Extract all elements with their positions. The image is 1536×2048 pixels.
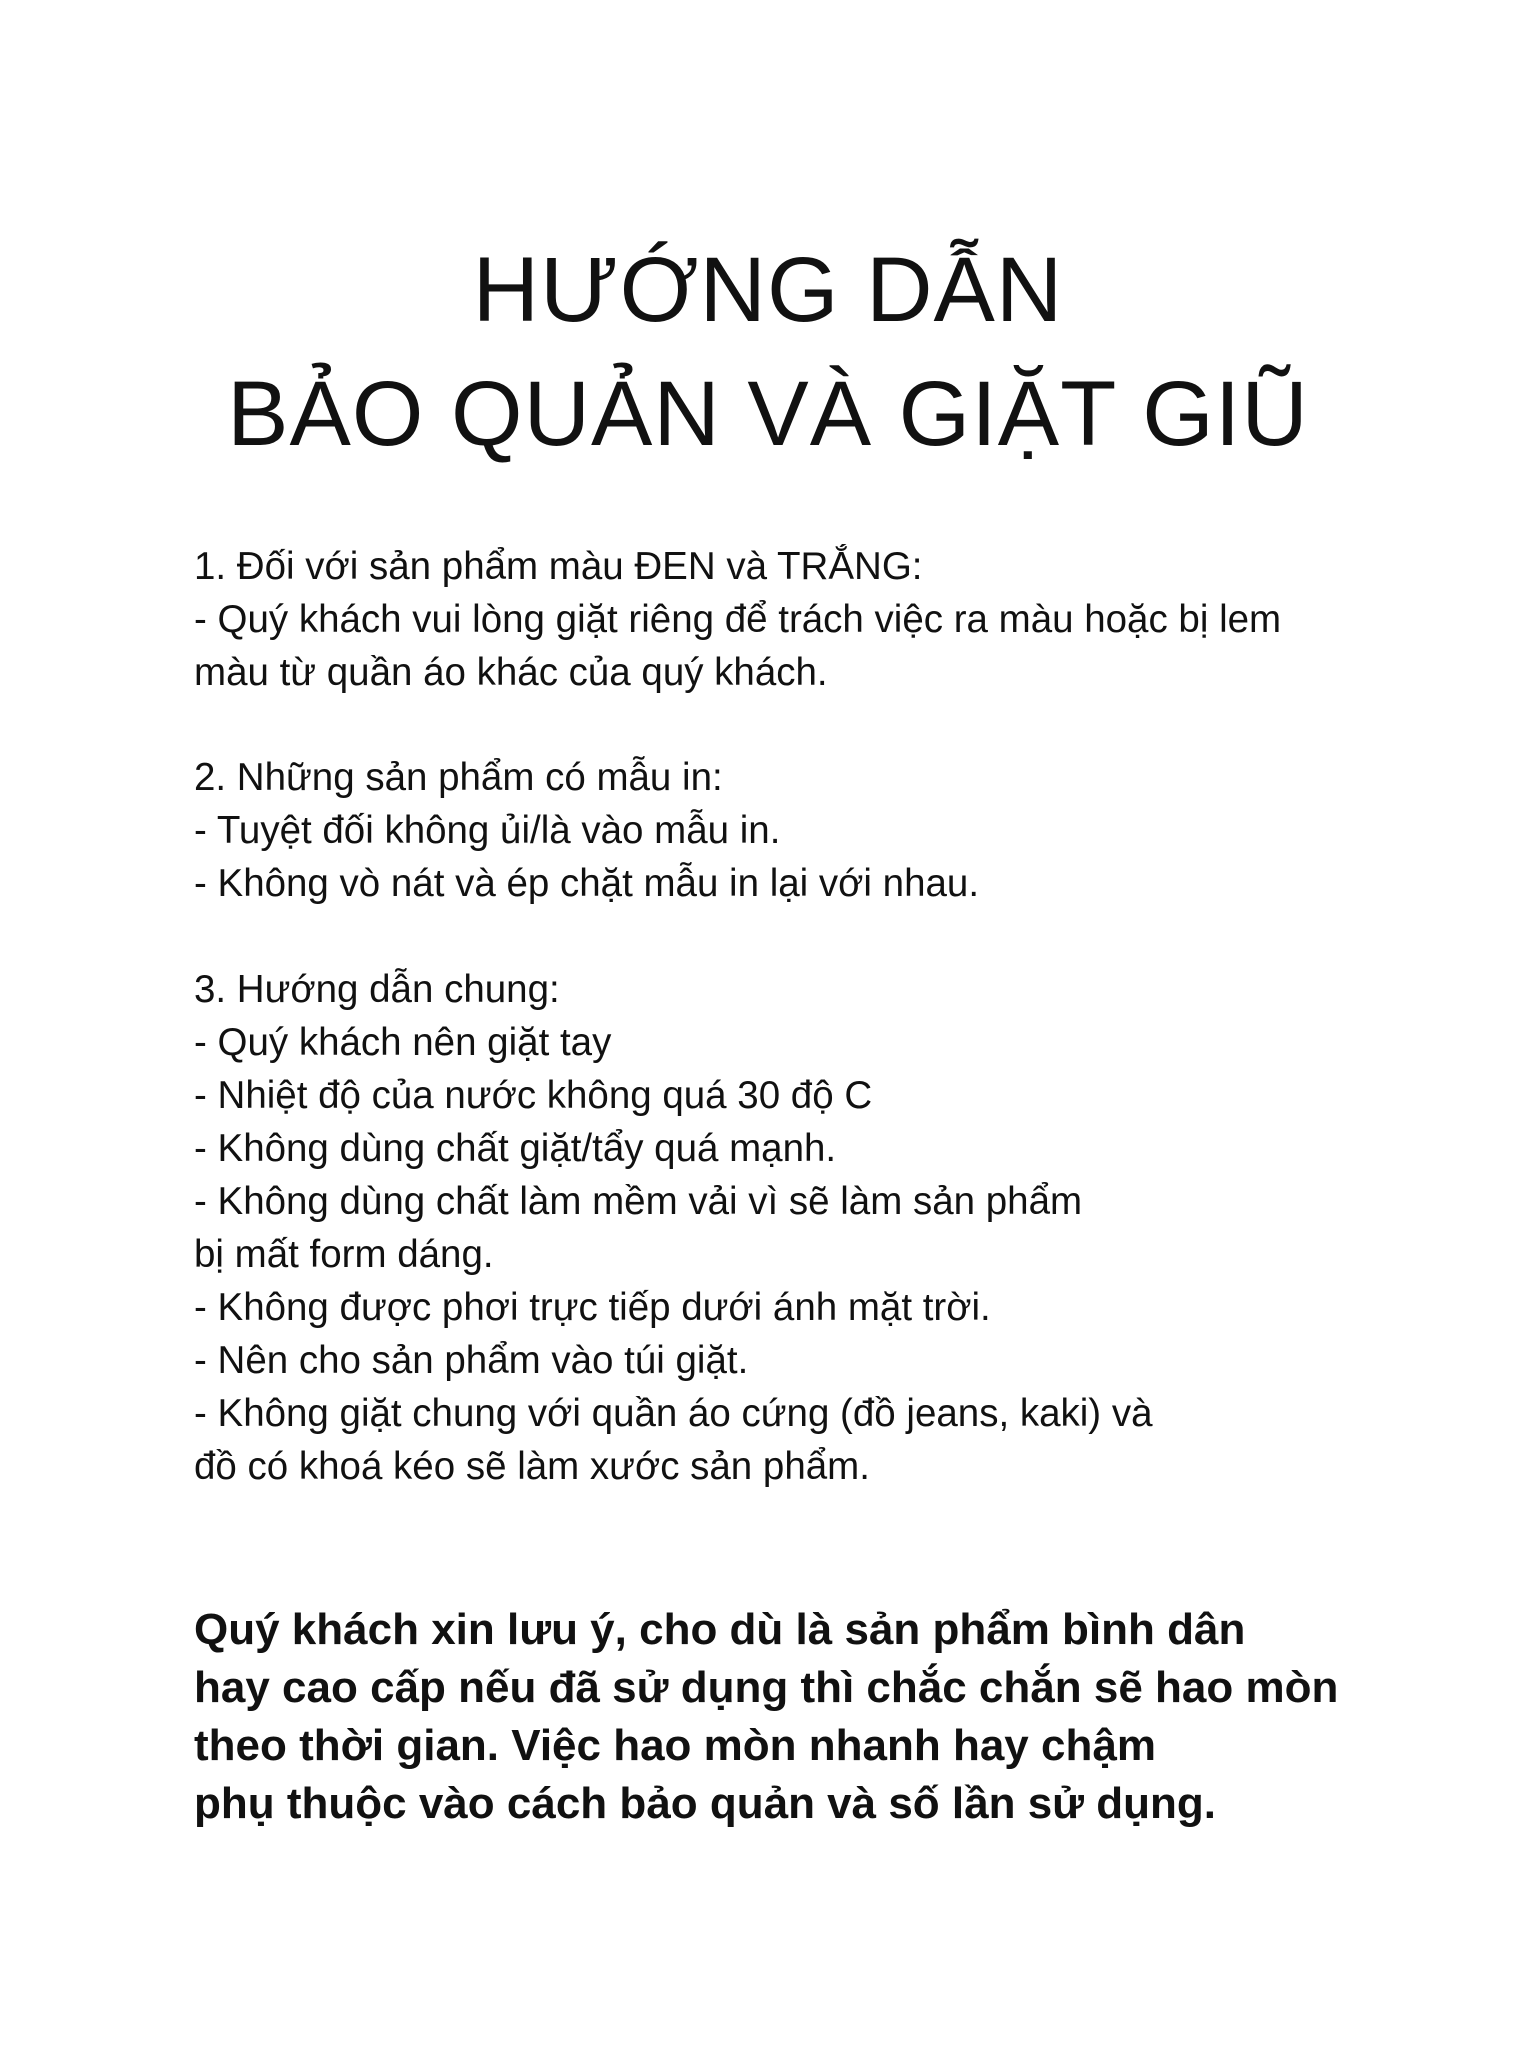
section-line: - Quý khách vui lòng giặt riêng để trách việc ra màu hoặc bị lem [194, 598, 1282, 641]
section-general-instructions [194, 963, 1394, 1493]
note-line: phụ thuộc vào cách bảo quản và số lần sử dụng. [194, 1779, 1216, 1828]
section-line: - Không dùng chất làm mềm vải vì sẽ làm sản phẩm [194, 1180, 1083, 1223]
note-line: Quý khách xin lưu ý, cho dù là sản phẩm bình dân [194, 1605, 1246, 1654]
section-line: bị mất form dáng. [194, 1233, 494, 1276]
section-line: - Không được phơi trực tiếp dưới ánh mặt trời. [194, 1286, 991, 1329]
section-printed-products [194, 751, 1394, 910]
section-heading: 1. Đối với sản phẩm màu ĐEN và TRẮNG: [194, 545, 923, 588]
section-line: - Không dùng chất giặt/tẩy quá mạnh. [194, 1127, 837, 1170]
section-heading: 3. Hướng dẫn chung: [194, 968, 560, 1011]
section-heading: 2. Những sản phẩm có mẫu in: [194, 756, 723, 799]
section-line: - Nên cho sản phẩm vào túi giặt. [194, 1339, 749, 1382]
title-line-2: BẢO QUẢN VÀ GIẶT GIŨ [227, 363, 1309, 465]
note-line: hay cao cấp nếu đã sử dụng thì chắc chắn sẽ hao mòn [194, 1663, 1339, 1712]
section-line: - Không giặt chung với quần áo cứng (đồ jeans, kaki) và [194, 1392, 1153, 1435]
section-black-white-products [194, 540, 1394, 699]
section-line: - Nhiệt độ của nước không quá 30 độ C [194, 1074, 873, 1117]
customer-note [194, 1601, 1414, 1833]
section-line: - Không vò nát và ép chặt mẫu in lại với nhau. [194, 862, 980, 905]
page-title [0, 228, 1536, 476]
section-line: đồ có khoá kéo sẽ làm xước sản phẩm. [194, 1445, 870, 1488]
section-line: màu từ quần áo khác của quý khách. [194, 651, 828, 694]
section-line: - Tuyệt đối không ủi/là vào mẫu in. [194, 809, 781, 852]
note-line: theo thời gian. Việc hao mòn nhanh hay chậm [194, 1721, 1156, 1770]
title-line-1: HƯỚNG DẪN [472, 239, 1064, 341]
section-line: - Quý khách nên giặt tay [194, 1021, 612, 1064]
